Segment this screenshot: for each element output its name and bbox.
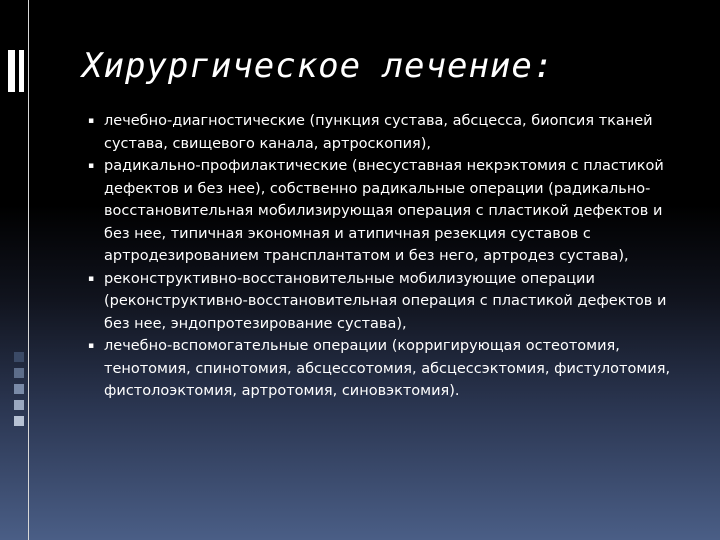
decorative-side-squares: [14, 352, 24, 432]
slide-title: Хирургическое лечение:: [82, 46, 555, 86]
accent-square: [14, 416, 24, 426]
accent-square: [14, 368, 24, 378]
list-item-text: радикально-профилактические (внесуставная некрэктомия с пластикой дефектов и без нее), собственно радикальные операции (радикально-восстановительная мобилизирующая операция с пластикой дефектов и без нее, типичная экономная и атипичная резекция суставов с артродезированием трансплантатом и без него, артродез сустава),: [104, 158, 664, 264]
list-item-text: лечебно-вспомогательные операции (корригирующая остеотомия, тенотомия, спинотомия, абсцессотомия, абсцессэктомия, фистулотомия, фистолоэктомия, артротомия, синовэктомия).: [104, 338, 671, 399]
accent-square: [14, 352, 24, 362]
list-item: [88, 110, 688, 155]
list-item: [88, 335, 688, 403]
bullet-icon: ▪: [88, 341, 95, 351]
bullet-icon: ▪: [88, 273, 95, 284]
list-item: [88, 268, 688, 336]
accent-bar: [8, 50, 15, 92]
list-item: [88, 155, 688, 268]
decorative-accent-bars: [8, 50, 24, 92]
list-item-text: реконструктивно-восстановительные мобилизующие операции (реконструктивно-восстановительная операция с пластикой дефектов и без нее, эндопротезирование сустава),: [104, 270, 667, 332]
left-vertical-rule: [28, 0, 29, 540]
accent-square: [14, 400, 24, 410]
accent-bar: [19, 50, 24, 92]
accent-square: [14, 384, 24, 394]
list-item-text: лечебно-диагностические (пункция сустава, абсцесса, биопсия тканей сустава, свищевого канала, артроскопия),: [104, 113, 653, 152]
bullet-icon: ▪: [88, 161, 95, 171]
bullet-icon: ▪: [88, 116, 95, 126]
bullet-list: [88, 110, 688, 403]
